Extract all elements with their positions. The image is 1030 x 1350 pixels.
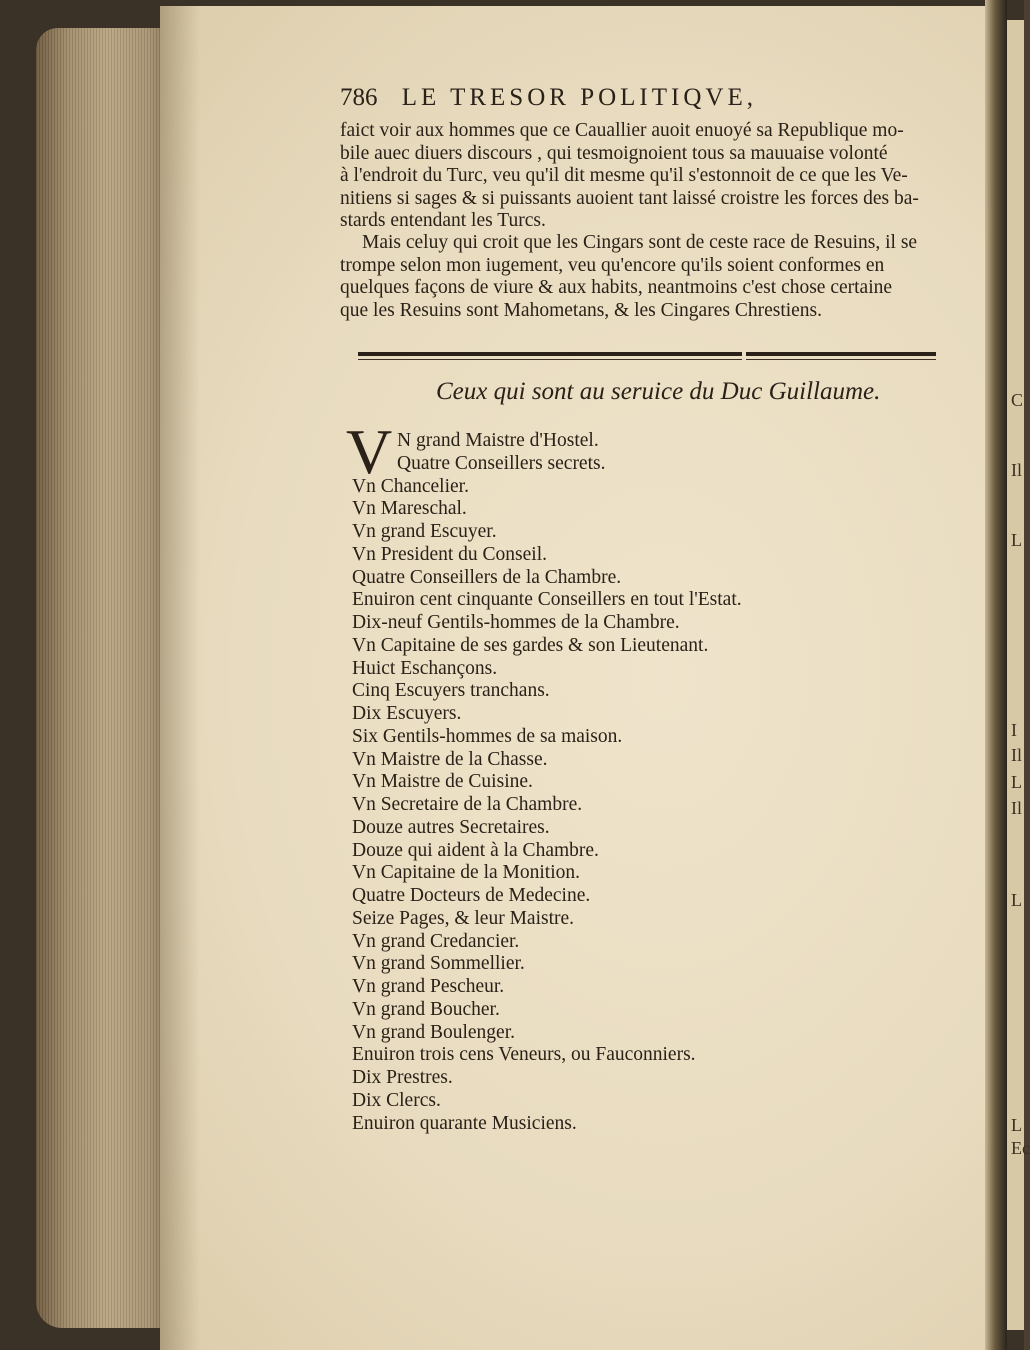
facing-fragment: L — [1011, 890, 1022, 910]
facing-fragment: L — [1011, 530, 1022, 550]
list-item: Dix Escuyers. — [352, 703, 462, 724]
household-list — [352, 430, 742, 1135]
section-title: Ceux qui sont au seruice du Duc Guillaume. — [436, 378, 881, 405]
facing-fragment: C — [1011, 390, 1024, 410]
list-item: Douze qui aident à la Chambre. — [352, 839, 599, 861]
section-rule-thick — [358, 352, 742, 356]
list-item: Vn Secretaire de la Chambre. — [352, 794, 583, 815]
list-item: Douze autres Secretaires. — [352, 816, 550, 838]
list-item: Vn Chancelier. — [352, 475, 469, 497]
text-line: à l'endroit du Turc, veu qu'il dit mesme qu'il s'estonnoit de ce que les Ve- — [340, 165, 908, 186]
section-rule-thick — [746, 352, 936, 356]
list-item: N grand Maistre d'Hostel. — [397, 430, 599, 451]
book-gutter — [985, 0, 1007, 1350]
text-line: quelques façons de viure & aux habits, neantmoins c'est chose certaine — [340, 277, 893, 298]
text-line: trompe selon mon iugement, veu qu'encore qu'ils soient conformes en — [340, 254, 885, 276]
list-item: Vn Mareschal. — [352, 498, 467, 520]
section-rule-thin — [358, 359, 742, 360]
running-title: LE TRESOR POLITIQVE, — [401, 84, 757, 111]
list-item: Quatre Conseillers secrets. — [397, 452, 606, 474]
list-item: Huict Eschançons. — [352, 657, 498, 679]
list-item: Six Gentils-hommes de sa maison. — [352, 725, 623, 747]
list-item: Vn grand Credancier. — [352, 930, 520, 952]
list-item: Vn grand Boulenger. — [352, 1021, 516, 1043]
running-header — [340, 84, 860, 112]
list-item: Vn grand Pescheur. — [352, 976, 505, 997]
text-line: bile auec diuers discours , qui tesmoignoient tous sa mauuaise volonté — [340, 142, 888, 164]
list-item: Quatre Conseillers de la Chambre. — [352, 566, 622, 588]
list-item: Cinq Escuyers tranchans. — [352, 680, 550, 702]
list-item: Dix Clercs. — [352, 1089, 441, 1111]
intro-paragraph — [340, 120, 955, 233]
list-item: Enuiron quarante Musiciens. — [352, 1112, 577, 1134]
list-item: Vn President du Conseil. — [352, 543, 547, 565]
list-item: Dix Prestres. — [352, 1067, 453, 1088]
facing-fragment: Il — [1011, 798, 1022, 818]
list-item: Vn Maistre de la Chasse. — [352, 748, 548, 770]
facing-fragment: I — [1011, 720, 1017, 740]
facing-page-edge — [1007, 20, 1030, 1330]
facing-fragment: Il — [1011, 460, 1022, 480]
facing-fragment: L — [1011, 772, 1022, 792]
facing-fragment: Il — [1011, 745, 1022, 765]
text-line: Mais celuy qui croit que les Cingars sont de ceste race de Resuins, il se — [362, 232, 918, 253]
section-rule-thin — [746, 359, 936, 360]
second-paragraph — [340, 232, 955, 322]
page-shadow — [160, 6, 200, 1350]
text-line: faict voir aux hommes que ce Cauallier auoit enuoyé sa Republique mo- — [340, 120, 904, 141]
list-item: Vn grand Boucher. — [352, 998, 500, 1020]
list-item: Seize Pages, & leur Maistre. — [352, 907, 575, 929]
list-item: Enuiron trois cens Veneurs, ou Fauconniers. — [352, 1044, 696, 1066]
list-item: Vn grand Escuyer. — [352, 521, 497, 542]
page-number: 786 — [340, 84, 378, 111]
list-item: Vn Capitaine de la Monition. — [352, 862, 581, 884]
text-line: nitiens si sages & si puissants auoient tant laissé croistre les forces des ba- — [340, 187, 919, 209]
facing-fragment: L — [1011, 1115, 1022, 1135]
list-item: Vn grand Sommellier. — [352, 953, 525, 975]
drop-cap: V — [346, 416, 393, 487]
list-item: Enuiron cent cinquante Conseillers en tout l'Estat. — [352, 589, 742, 611]
list-item: Dix-neuf Gentils-hommes de la Chambre. — [352, 612, 680, 633]
text-line: stards entendant les Turcs. — [340, 210, 546, 231]
list-item: Vn Maistre de Cuisine. — [352, 771, 533, 793]
list-item: Quatre Docteurs de Medecine. — [352, 885, 591, 906]
book-fore-edge — [36, 28, 168, 1328]
text-line: que les Resuins sont Mahometans, & les Cingares Chrestiens. — [340, 299, 823, 321]
list-item: Vn Capitaine de ses gardes & son Lieutenant. — [352, 634, 709, 656]
facing-fragment: Ec — [1011, 1138, 1030, 1158]
